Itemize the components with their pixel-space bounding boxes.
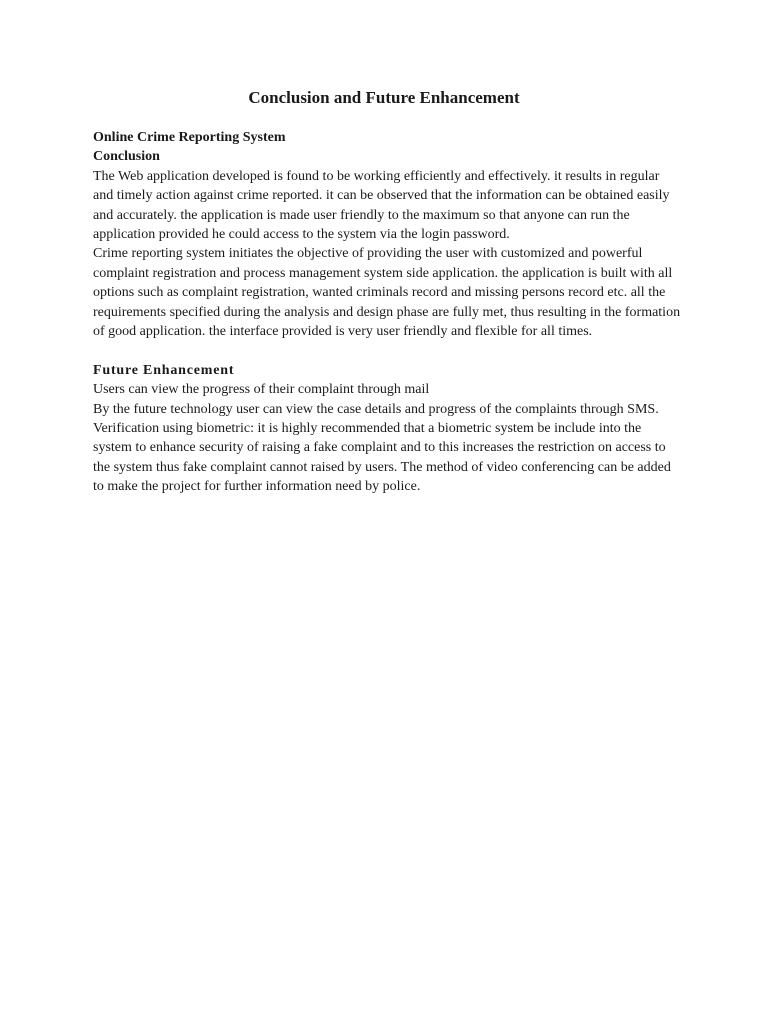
- future-paragraph-1: Users can view the progress of their complaint through mail: [93, 382, 430, 398]
- document-subtitle: Online Crime Reporting System: [93, 130, 286, 145]
- conclusion-paragraph-2: Crime reporting system initiates the objective of providing the user with customized and powerful complaint registration and process management system side application. the application is built with all options such as complaint registration, wanted criminals record and missing persons record etc. all the requirements specified during the analysis and design phase are fully met, thus resulting in the formation of good application. the interface provided is very user friendly and flexible for all times.: [93, 246, 681, 340]
- future-paragraph-2: By the future technology user can view the case details and progress of the complaints through SMS. Verification using biometric: it is highly recommended that a biometric system be include into the system to enhance security of raising a fake complaint and to this increases the restriction on access to the system thus fake complaint cannot raised by users. The method of video conferencing can be added to make the project for further information need by police.: [93, 401, 671, 495]
- document-body: [93, 128, 683, 497]
- future-enhancement-heading: Future Enhancement: [93, 362, 235, 378]
- section-spacer: [93, 341, 683, 360]
- conclusion-paragraph-1: The Web application developed is found to be working efficiently and effectively. it results in regular and timely action against crime reported. it can be observed that the information can be obtained easily and accurately. the application is made user friendly to the maximum so that anyone can run the application provided he could access to the system via the login password.: [93, 168, 670, 243]
- page-title: Conclusion and Future Enhancement: [248, 88, 520, 107]
- conclusion-heading: Conclusion: [93, 149, 160, 165]
